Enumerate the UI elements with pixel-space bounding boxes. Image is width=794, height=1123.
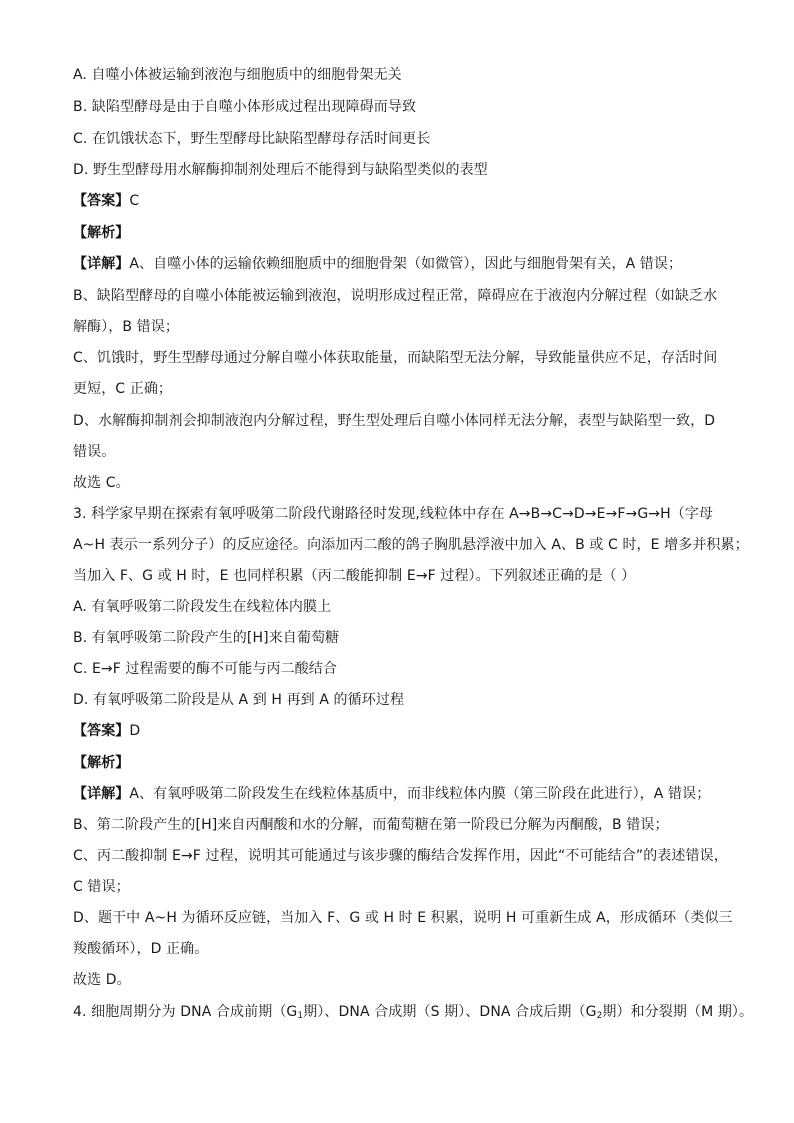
q2-detail-label: 【详解】 [73, 256, 130, 272]
q3-answer-value: D [129, 723, 141, 739]
q2-option-c: C. 在饥饿状态下，野生型酵母比缺陷型酵母存活时间更长 [73, 131, 431, 147]
q3-detail-line: 【详解】A、有氧呼吸第二阶段发生在线粒体基质中，而非线粒体内膜（第三阶段在此进行），A 错误； [73, 786, 711, 802]
q3-explanation-line: C、丙二酸抑制 E→F 过程，说明其可能通过与该步骤的酶结合发挥作用，因此“不可能结合”的表述错误， [73, 848, 728, 864]
q2-explanation-line: 解酶），B 错误； [73, 319, 179, 335]
q3-analysis-label: 【解析】 [73, 755, 130, 771]
q2-answer [73, 193, 139, 209]
q2-explanation-line: 错误。 [73, 444, 116, 460]
q2-option-d: D. 野生型酵母用水解酶抑制剂处理后不能得到与缺陷型类似的表型 [73, 162, 488, 178]
q4-stem-line: 4. 细胞周期分为 DNA 合成前期（$G_1$期）、DNA 合成期（S 期）、DNA 合成后期（$G_2$期）和分裂期（M 期）。 [73, 1004, 754, 1021]
q3-answer [73, 723, 140, 739]
q2-analysis-label: 【解析】 [73, 225, 130, 241]
q2-conclusion: 故选 C。 [73, 475, 130, 491]
q2-option-a: A. 自噬小体被运输到液泡与细胞质中的细胞骨架无关 [73, 67, 402, 83]
q3-stem-line: 3. 科学家早期在探索有氧呼吸第二阶段代谢路径时发现,线粒体中存在 A→B→C→D→E→F→G→H（字母 [73, 506, 714, 522]
q2-explanation-line: D、水解酶抑制剂会抑制液泡内分解过程，野生型处理后自噬小体同样无法分解，表型与缺陷型一致，D [73, 413, 716, 429]
q2-explanation-line: C、饥饿时，野生型酵母通过分解自噬小体获取能量，而缺陷型无法分解，导致能量供应不足，存活时间 [73, 350, 718, 366]
q3-option-b: B. 有氧呼吸第二阶段产生的[H]来自葡萄糖 [73, 630, 340, 646]
q2-answer-value: C [129, 193, 140, 209]
q3-option-c: C. E→F 过程需要的酶不可能与丙二酸结合 [73, 661, 337, 677]
q2-answer-label: 【答案】 [73, 193, 130, 209]
q2-detail-line: 【详解】A、自噬小体的运输依赖细胞质中的细胞骨架（如微管），因此与细胞骨架有关，A 错误； [73, 256, 683, 272]
q3-stem-line: 当加入 F、G 或 H 时，E 也同样积累（丙二酸能抑制 E→F 过程）。下列叙述正确的是（ ） [73, 568, 636, 584]
q3-option-a: A. 有氧呼吸第二阶段发生在线粒体内膜上 [73, 599, 332, 615]
q2-explanation-line: B、缺陷型酵母的自噬小体能被运输到液泡，说明形成过程正常，障碍应在于液泡内分解过程（如缺乏水 [73, 288, 718, 304]
q2-explanation-line: 更短，C 正确； [73, 381, 173, 397]
q3-conclusion: 故选 D。 [73, 972, 131, 988]
q3-detail-label: 【详解】 [73, 786, 130, 802]
q3-explanation-line: 羧酸循环），D 正确。 [73, 941, 209, 957]
q3-stem-line: A~H 表示一系列分子）的反应途径。向添加丙二酸的鸽子胸肌悬浮液中加入 A、B 或 C 时，E 增多并积累； [73, 537, 749, 553]
q3-answer-label: 【答案】 [73, 723, 130, 739]
q2-option-b: B. 缺陷型酵母是由于自噬小体形成过程出现障碍而导致 [73, 99, 417, 115]
q3-explanation-line: C 错误； [73, 879, 130, 895]
q3-explanation-line: B、第二阶段产生的[H]来自丙酮酸和水的分解，而葡萄糖在第一阶段已分解为丙酮酸，B 错误； [73, 817, 669, 833]
q3-option-d: D. 有氧呼吸第二阶段是从 A 到 H 再到 A 的循环过程 [73, 692, 405, 708]
q3-explanation-line: D、题干中 A~H 为循环反应链，当加入 F、G 或 H 时 E 积累，说明 H 可重新生成 A，形成循环（类似三 [73, 910, 733, 926]
